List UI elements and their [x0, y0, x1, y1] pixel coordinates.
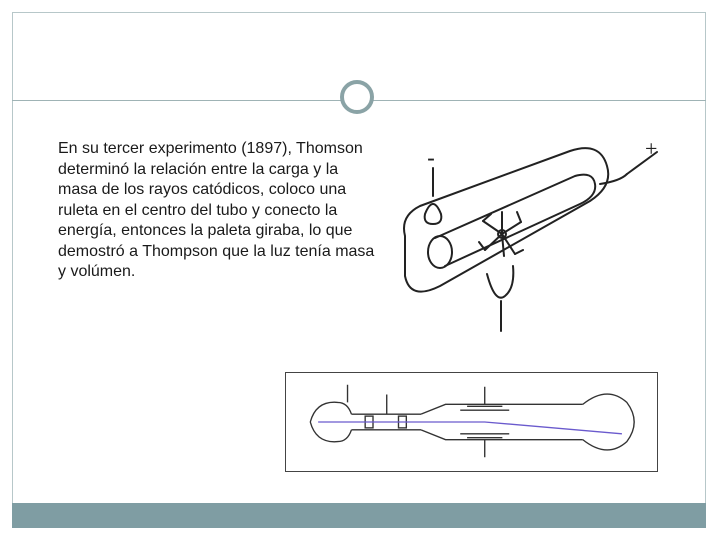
title-divider-circle	[340, 80, 374, 114]
body-line: demostró a Thompson que la luz tenía masa	[58, 242, 375, 260]
minus-label: -	[427, 145, 435, 172]
paddle-wheel-tube-illustration	[395, 126, 670, 336]
body-line: masa de los rayos catódicos, coloco una	[58, 181, 347, 198]
body-text	[58, 139, 394, 299]
body-line: energía, entonces la paleta giraba, lo que	[58, 222, 353, 239]
plus-label: +	[645, 136, 658, 161]
body-line: y volúmen.	[58, 263, 136, 280]
thomson-tube-schematic	[285, 372, 658, 472]
body-line: determinó la relación entre la carga y la	[58, 160, 339, 178]
body-line: En su tercer experimento (1897), Thomson	[58, 140, 363, 157]
body-line: ruleta en el centro del tubo y conecto la	[58, 201, 338, 219]
footer-bar	[12, 503, 706, 528]
